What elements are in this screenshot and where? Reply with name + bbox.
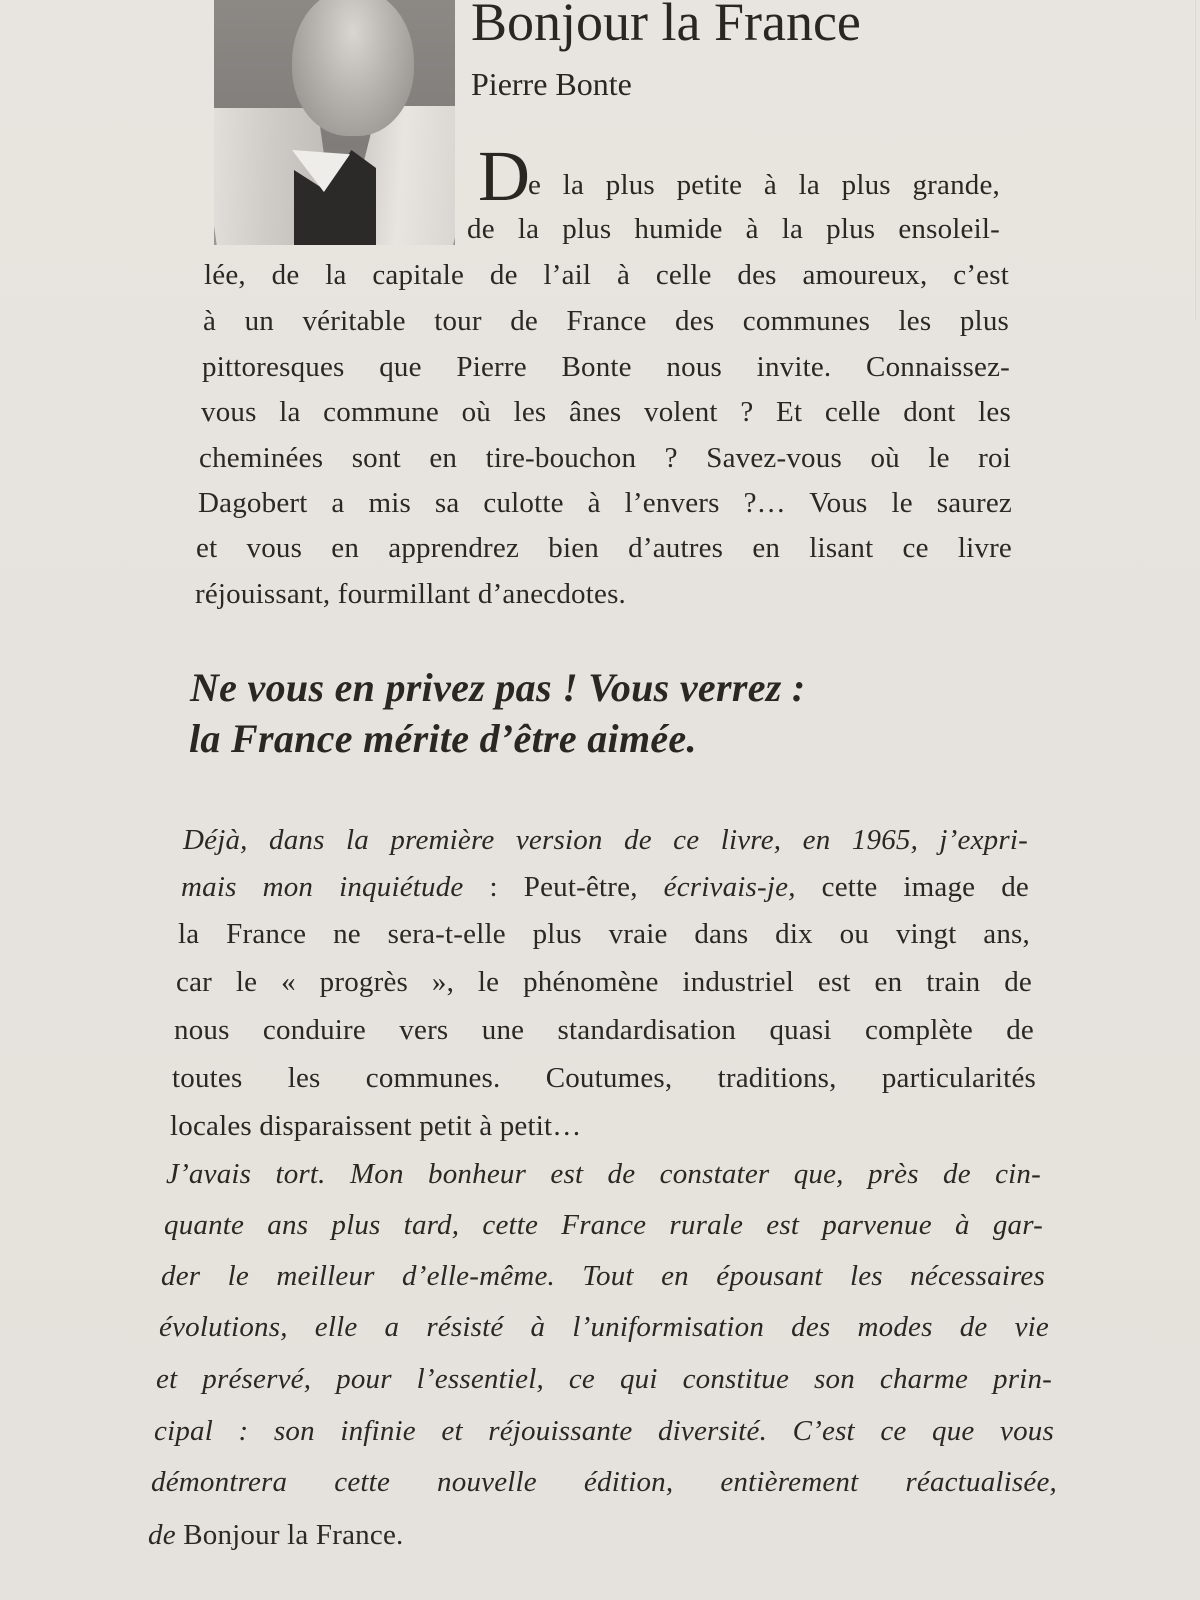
intro-line: et vous en apprendrez bien d’autres en lisant ce livre: [196, 532, 1012, 564]
preface-line: cipal : son infinie et réjouissante diversité. C’est ce que vous: [154, 1415, 1054, 1447]
preface-line: évolutions, elle a résisté à l’uniformisation des modes de vie: [159, 1311, 1049, 1343]
preface-roman-span: Bonjour la France.: [175, 1519, 404, 1551]
preface-roman-span: cette image de: [795, 871, 1029, 903]
preface-italic-span: de: [148, 1519, 176, 1551]
preface-line: [181, 870, 1029, 904]
preface-line: der le meilleur d’elle-même. Tout en épousant les nécessaires: [161, 1260, 1045, 1292]
preface-line: et préservé, pour l’essentiel, ce qui constitue son charme prin-: [156, 1363, 1052, 1395]
book-author: Pierre Bonte: [471, 66, 632, 102]
intro-line: de la plus humide à la plus ensoleil-: [467, 213, 1000, 245]
preface-line: car le « progrès », le phénomène industriel est en train de: [176, 966, 1032, 998]
preface-line: démontrera cette nouvelle édition, entièrement réactualisée,: [151, 1466, 1057, 1498]
intro-line: cheminées sont en tire-bouchon ? Savez-vous où le roi: [199, 442, 1011, 474]
preface-line: quante ans plus tard, cette France rurale est parvenue à gar-: [164, 1209, 1043, 1241]
preface-italic-span: mais mon inquiétude: [181, 871, 464, 903]
preface-line: la France ne sera-t-elle plus vraie dans dix ou vingt ans,: [178, 918, 1030, 950]
preface-line: toutes les communes. Coutumes, traditions, particularités: [172, 1062, 1036, 1094]
preface-roman-span: : Peut-être,: [463, 871, 664, 903]
photo-head: [292, 0, 414, 136]
intro-line: à un véritable tour de France des communes les plus: [203, 305, 1009, 337]
pull-quote-line: Ne vous en privez pas ! Vous verrez :: [190, 665, 806, 710]
intro-line: pittoresques que Pierre Bonte nous invite. Connaissez-: [202, 351, 1010, 383]
intro-line: e la plus petite à la plus grande,: [528, 169, 1000, 201]
preface-italic-span: écrivais-je,: [663, 871, 796, 903]
book-title: Bonjour la France: [471, 0, 861, 52]
pull-quote-line: la France mérite d’être aimée.: [189, 716, 697, 761]
book-edge: [1194, 0, 1196, 320]
preface-line: locales disparaissent petit à petit…: [170, 1110, 582, 1142]
intro-line: vous la commune où les ânes volent ? Et celle dont les: [201, 396, 1011, 428]
drop-cap: D: [478, 136, 530, 216]
intro-line: réjouissant, fourmillant d’anecdotes.: [195, 578, 627, 610]
preface-line: [148, 1518, 1058, 1552]
preface-line: Déjà, dans la première version de ce livre, en 1965, j’expri-: [183, 824, 1028, 856]
preface-line: J’avais tort. Mon bonheur est de constater que, près de cin-: [166, 1158, 1041, 1190]
preface-line: nous conduire vers une standardisation quasi complète de: [174, 1014, 1034, 1046]
intro-line: lée, de la capitale de l’ail à celle des amoureux, c’est: [204, 259, 1009, 291]
author-photo: [214, 0, 455, 245]
intro-line: Dagobert a mis sa culotte à l’envers ?… Vous le saurez: [198, 487, 1012, 519]
